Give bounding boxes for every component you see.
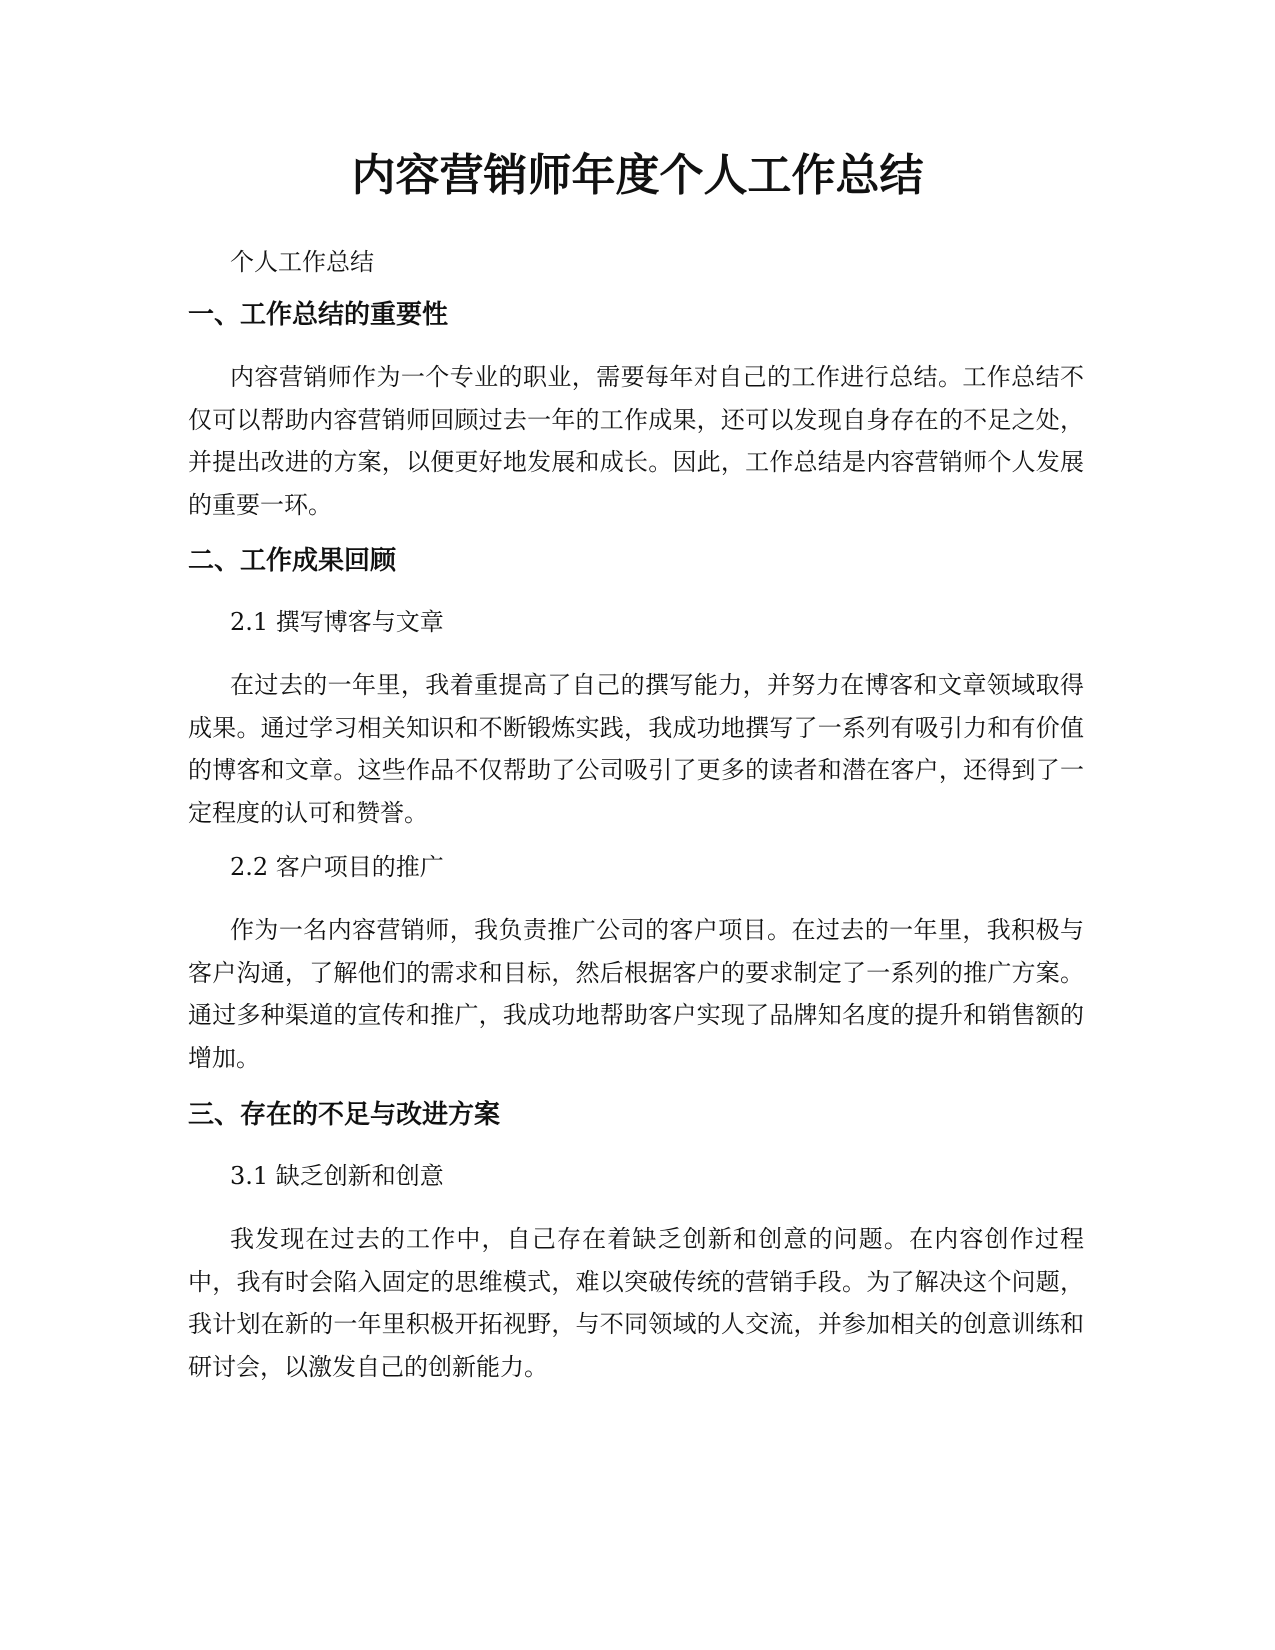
document-subtitle: 个人工作总结 — [230, 248, 374, 276]
subsection-paragraph-client-promotion: 作为一名内容营销师，我负责推广公司的客户项目。在过去的一年里，我积极与客户沟通，了解他们的需求和目标，然后根据客户的要求制定了一系列的推广方案。通过多种渠道的宣传和推广，我成功地帮助客户实现了品牌知名度的提升和销售额的增加。 — [188, 916, 1084, 1072]
section-heading-importance: 一、工作总结的重要性 — [188, 300, 449, 330]
section-heading-achievements: 二、工作成果回顾 — [188, 546, 397, 576]
subsection-title-lack-innovation: 3.1 缺乏创新和创意 — [230, 1162, 444, 1190]
subsection-paragraph-blog-writing: 在过去的一年里，我着重提高了自己的撰写能力，并努力在博客和文章领域取得成果。通过学习相关知识和不断锻炼实践，我成功地撰写了一系列有吸引力和有价值的博客和文章。这些作品不仅帮助了公司吸引了更多的读者和潜在客户，还得到了一定程度的认可和赞誉。 — [188, 671, 1084, 827]
document-title: 内容营销师年度个人工作总结 — [351, 150, 924, 201]
subsection-title-client-promotion: 2.2 客户项目的推广 — [230, 853, 444, 881]
subsection-paragraph-lack-innovation: 我发现在过去的工作中，自己存在着缺乏创新和创意的问题。在内容创作过程中，我有时会陷入固定的思维模式，难以突破传统的营销手段。为了解决这个问题，我计划在新的一年里积极开拓视野，与不同领域的人交流，并参加相关的创意训练和研讨会，以激发自己的创新能力。 — [188, 1225, 1084, 1381]
subsection-title-blog-writing: 2.1 撰写博客与文章 — [230, 608, 444, 636]
section-paragraph-importance: 内容营销师作为一个专业的职业，需要每年对自己的工作进行总结。工作总结不仅可以帮助内容营销师回顾过去一年的工作成果，还可以发现自身存在的不足之处，并提出改进的方案，以便更好地发展和成长。因此，工作总结是内容营销师个人发展的重要一环。 — [188, 363, 1084, 519]
section-heading-shortcomings: 三、存在的不足与改进方案 — [188, 1100, 501, 1130]
